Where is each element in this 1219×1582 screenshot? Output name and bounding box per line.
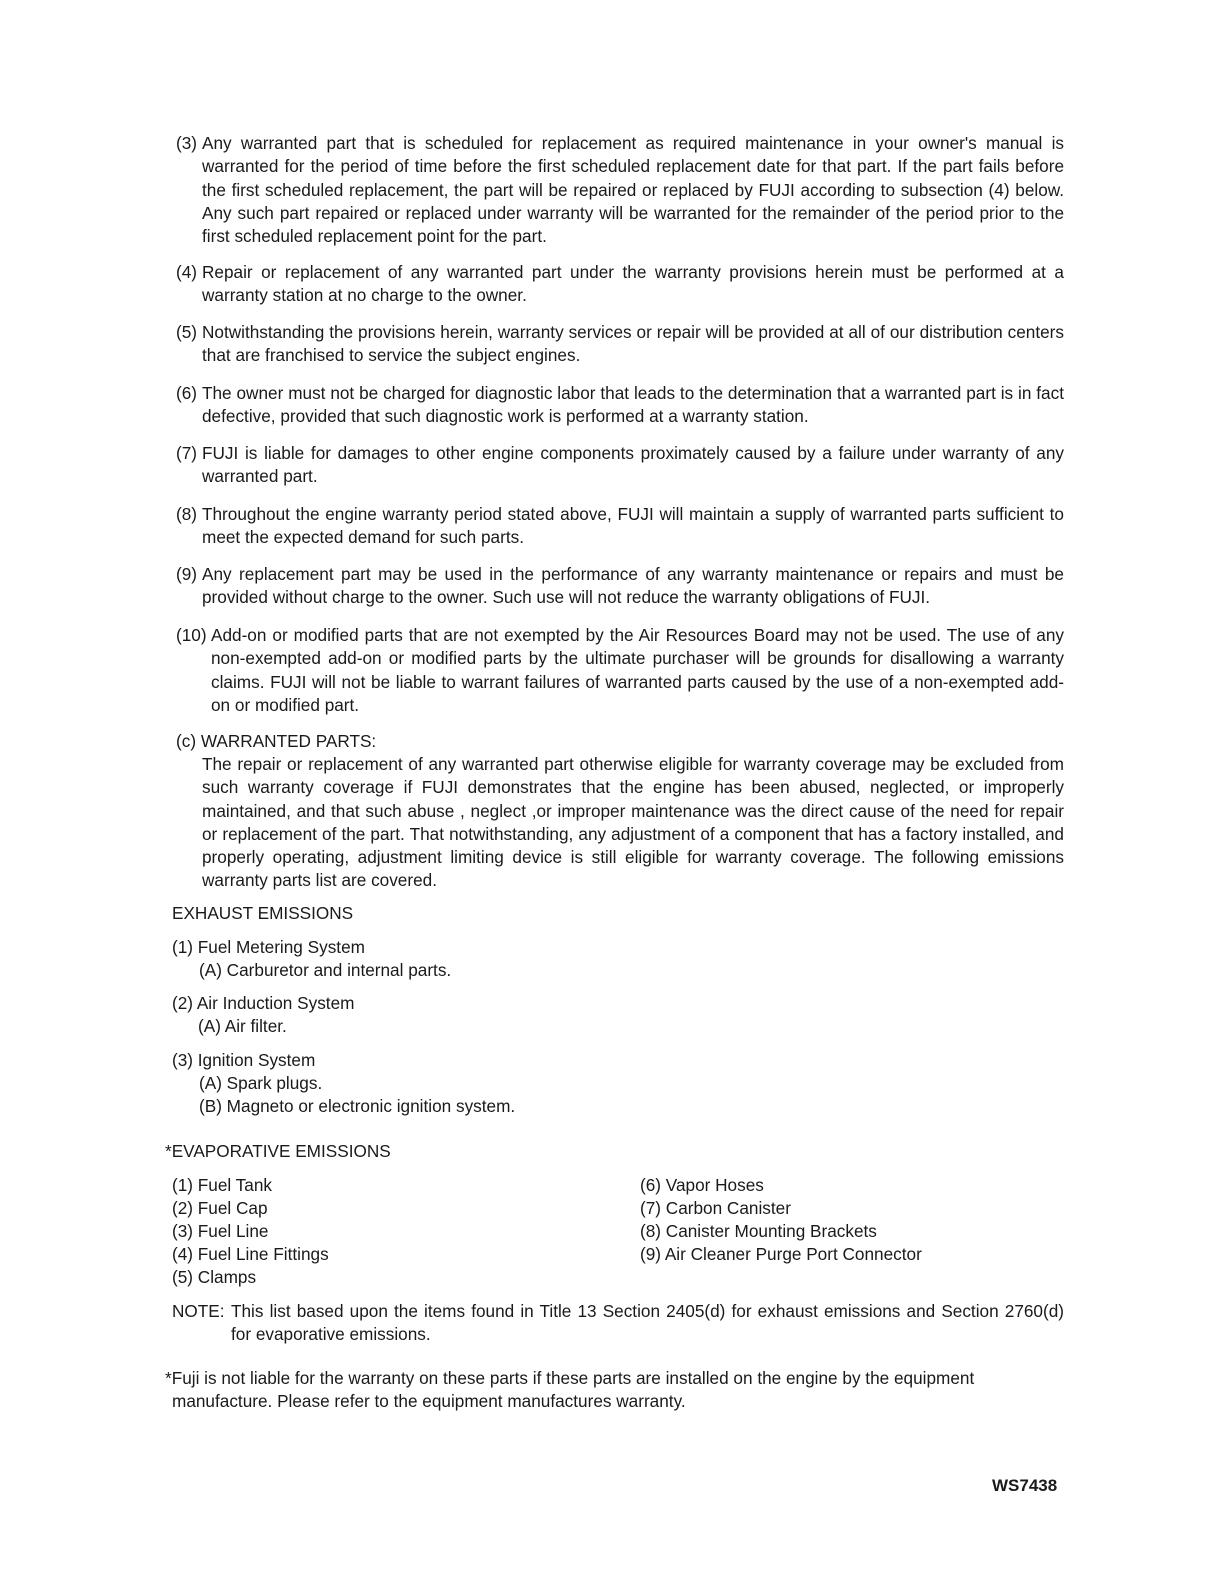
evaporative-emissions-heading: *EVAPORATIVE EMISSIONS: [165, 1141, 391, 1161]
liability-footnote: [165, 1367, 1064, 1414]
footnote-line: manufacture. Please refer to the equipment manufactures warranty.: [172, 1391, 686, 1412]
exhaust-system-title: (1) Fuel Metering System: [172, 937, 365, 957]
warranty-item-8: [176, 503, 1064, 550]
evap-part-right: (6) Vapor Hoses: [640, 1175, 764, 1195]
item-text: The owner must not be charged for diagnostic labor that leads to the determination that a warranted part is in fact defective, provided that such diagnostic work is performed at a warranty station.: [202, 383, 1064, 427]
evap-part-left: (4) Fuel Line Fittings: [172, 1244, 329, 1264]
footnote-line: *Fuji is not liable for the warranty on these parts if these parts are installed on the engine by the equipment: [165, 1368, 975, 1388]
item-text: Any warranted part that is scheduled for replacement as required maintenance in your owner's manual is warranted for the period of time before the first scheduled replacement date for that part. If the part fails before the first scheduled replacement, the part will be repaired or replaced by FUJI according to subsection (4) below. Any such part repaired or replaced under warranty will be warranted for the remainder of the period prior to the first scheduled replacement point for the part.: [202, 133, 1064, 247]
warranty-item-6: [176, 382, 1064, 429]
item-text: FUJI is liable for damages to other engine components proximately caused by a failure under warranty of any warranted part.: [202, 443, 1064, 487]
exhaust-emissions-heading: EXHAUST EMISSIONS: [172, 903, 354, 923]
exhaust-system-title: (3) Ignition System: [172, 1050, 316, 1070]
item-number: (3): [176, 133, 198, 153]
warranty-item-10: [176, 624, 1064, 717]
evap-part-right: (8) Canister Mounting Brackets: [640, 1221, 877, 1241]
evap-part-right: (9) Air Cleaner Purge Port Connector: [640, 1244, 922, 1264]
warranty-item-5: [176, 321, 1064, 368]
item-number: (10): [176, 625, 207, 645]
warranty-item-9: [176, 563, 1064, 610]
note-label: NOTE:: [172, 1301, 225, 1321]
paragraph-text: The repair or replacement of any warranted part otherwise eligible for warranty coverage may be excluded from such warranty coverage if FUJI demonstrates that the engine has been abused, neglected, or improperly maintained, and that such abuse , neglect ,or improper maintenance was the direct cause of the need for repair or replacement of the part. That notwithstanding, any adjustment of a component that has a factory installed, and properly operating, adjustment limiting device is still eligible for warranty coverage. The following emissions warranty parts list are covered.: [202, 754, 1064, 891]
warranted-parts-paragraph: [176, 753, 1064, 893]
exhaust-system-title: (2) Air Induction System: [172, 993, 355, 1013]
evap-part-left: (2) Fuel Cap: [172, 1198, 268, 1218]
exhaust-part: (B) Magneto or electronic ignition system.: [199, 1096, 516, 1116]
item-number: (8): [176, 504, 198, 524]
item-text: Add-on or modified parts that are not exempted by the Air Resources Board may not be used. The use of any non-exempted add-on or modified parts by the ultimate purchaser will be grounds for disallowing a warranty claims. FUJI will not be liable to warrant failures of warranted parts caused by the use of a non-exempted add-on or modified part.: [211, 625, 1064, 715]
item-number: (6): [176, 383, 198, 403]
warranty-item-7: [176, 442, 1064, 489]
warranty-item-3: [176, 132, 1064, 248]
evap-part-left: (3) Fuel Line: [172, 1221, 269, 1241]
evap-part-right: (7) Carbon Canister: [640, 1198, 791, 1218]
exhaust-part: (A) Carburetor and internal parts.: [199, 960, 452, 980]
item-text: Repair or replacement of any warranted part under the warranty provisions herein must be performed at a warranty station at no charge to the owner.: [202, 262, 1064, 306]
document-code: WS7438: [992, 1476, 1058, 1495]
item-text: Throughout the engine warranty period stated above, FUJI will maintain a supply of warranted parts sufficient to meet the expected demand for such parts.: [202, 504, 1064, 548]
item-text: Notwithstanding the provisions herein, warranty services or repair will be provided at all of our distribution centers that are franchised to service the subject engines.: [202, 322, 1064, 366]
warranted-parts-heading: (c) WARRANTED PARTS:: [176, 731, 377, 751]
evap-part-left: (1) Fuel Tank: [172, 1175, 272, 1195]
item-number: (9): [176, 564, 198, 584]
item-number: (4): [176, 262, 198, 282]
exhaust-part: (A) Air filter.: [198, 1016, 287, 1036]
item-number: (5): [176, 322, 198, 342]
item-text: Any replacement part may be used in the performance of any warranty maintenance or repairs and must be provided without charge to the owner. Such use will not reduce the warranty obligations of FUJI.: [202, 564, 1064, 608]
evap-part-left: (5) Clamps: [172, 1267, 257, 1287]
item-number: (7): [176, 443, 198, 463]
warranty-item-4: [176, 261, 1064, 308]
note-text: This list based upon the items found in Title 13 Section 2405(d) for exhaust emissions and Section 2760(d) for evaporative emissions.: [231, 1301, 1064, 1345]
note-block: [172, 1300, 1064, 1347]
exhaust-part: (A) Spark plugs.: [199, 1073, 323, 1093]
